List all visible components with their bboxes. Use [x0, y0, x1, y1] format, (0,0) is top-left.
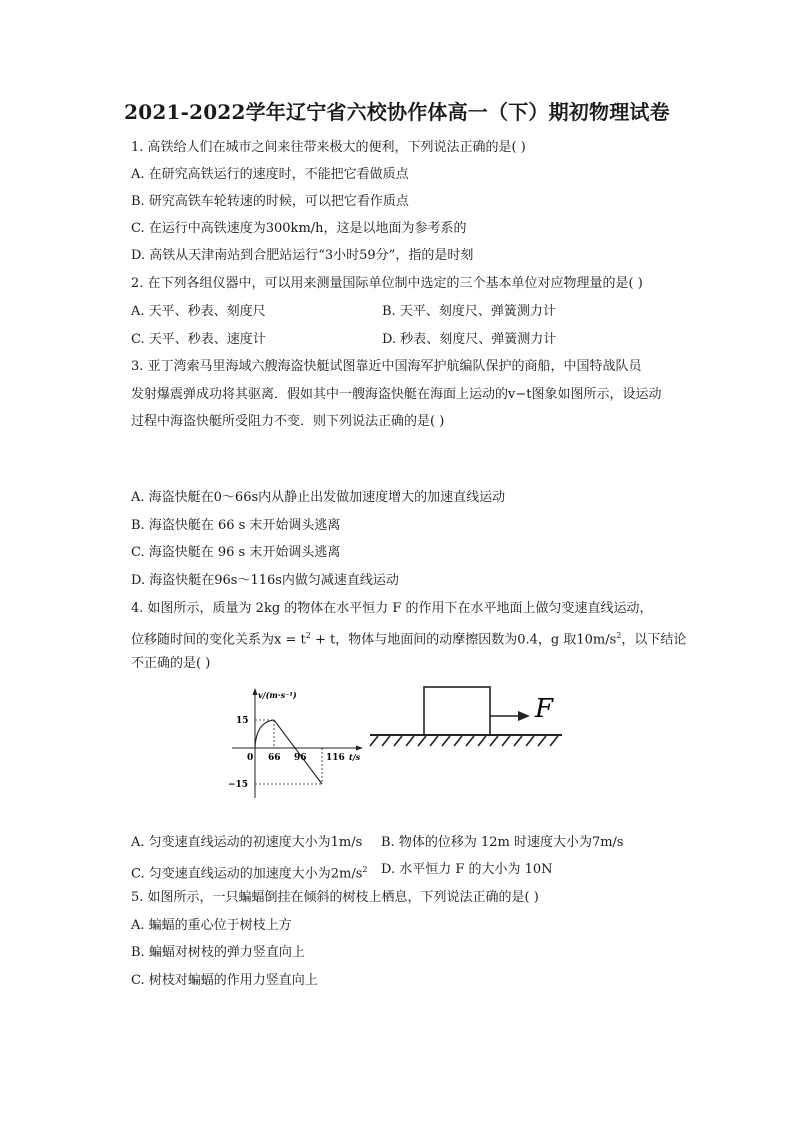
q3-option-b: B. 海盗快艇在 66 s 末开始调头逃离	[131, 518, 341, 533]
vt-graph-line-decel	[274, 720, 322, 784]
q4-line2-exponent: 2	[305, 631, 311, 640]
vt-graph-x-arrow	[356, 746, 363, 751]
q4-option-b: B. 物体的位移为 12m 时速度大小为7m/s	[381, 835, 624, 850]
q2-option-b: B. 天平、刻度尺、弹簧测力计	[382, 304, 556, 319]
q4-line2-part3: ，以下结论	[621, 632, 687, 648]
force-label: F	[535, 694, 554, 724]
vt-graph-tick-15: 15	[236, 716, 249, 726]
page-title: 2021-2022学年辽宁省六校协作体高一（下）期初物理试卷	[124, 100, 670, 124]
q4-stem-line1: 4. 如图所示，质量为 2kg 的物体在水平恒力 F 的作用下在水平地面上做匀变速直线运动，	[131, 601, 653, 616]
q3-stem-line3: 过程中海盗快艇所受阻力不变．则下列说法正确的是( )	[131, 414, 445, 429]
q1-option-d: D. 高铁从天津南站到合肥站运行“3小时59分”，指的是时刻	[131, 248, 474, 263]
q4-line2-part2: + t，物体与地面间的动摩擦因数为0.4，g 取10m/s	[310, 632, 617, 648]
q4-option-d: D. 水平恒力 F 的大小为 10N	[381, 862, 553, 877]
vt-graph-tick-neg15: −15	[228, 780, 249, 790]
vt-graph-y-label: v/(m·s⁻¹)	[258, 690, 297, 700]
q4-line2-exponent2: 2	[616, 631, 622, 640]
q3-option-d: D. 海盗快艇在96s～116s内做匀减速直线运动	[131, 573, 399, 588]
q1-option-a: A. 在研究高铁运行的速度时，不能把它看做质点	[131, 167, 409, 182]
q4-option-a: A. 匀变速直线运动的初速度大小为1m/s	[131, 835, 363, 850]
q3-option-a: A. 海盗快艇在0～66s内从静止出发做加速度增大的加速直线运动	[131, 490, 506, 505]
q3-option-c: C. 海盗快艇在 96 s 末开始调头逃离	[131, 545, 341, 560]
q4-stem-line2	[131, 627, 686, 649]
vt-graph-tick-96: 96	[294, 753, 307, 763]
q3-stem-line2: 发射爆震弹成功将其驱离．假如其中一艘海盗快艇在海面上运动的v−t图象如图所示，设运动	[131, 387, 662, 402]
q2-option-c: C. 天平、秒表、速度计	[131, 332, 266, 347]
vt-graph-y-arrow	[253, 688, 258, 695]
q2-stem: 2. 在下列各组仪器中，可以用来测量国际单位制中选定的三个基本单位对应物理量的是( )	[131, 276, 643, 291]
q4-option-c-text: C. 匀变速直线运动的加速度大小为2m/s	[131, 866, 363, 882]
block-force-figure	[368, 684, 564, 750]
ground-hatching	[370, 736, 558, 746]
vt-graph-tick-66: 66	[268, 753, 281, 763]
q5-option-c: C. 树枝对蝙蝠的作用力竖直向上	[131, 973, 318, 988]
vt-graph-tick-116: 116	[326, 753, 345, 763]
q4-stem-line3: 不正确的是( )	[131, 656, 211, 671]
q1-stem: 1. 高铁给人们在城市之间来往带来极大的便利，下列说法正确的是( )	[131, 140, 526, 155]
q3-stem-line1: 3. 亚丁湾索马里海域六艘海盗快艇试图靠近中国海军护航编队保护的商船，中国特战队员	[131, 359, 642, 374]
vt-graph-curve-accel	[255, 720, 274, 748]
force-arrow-head	[518, 711, 530, 721]
vt-graph-x-label: t/s	[349, 752, 361, 762]
vt-graph	[222, 686, 368, 804]
q4-line2-part1: 位移随时间的变化关系为x = t	[131, 632, 306, 648]
q4-option-c-exponent: 2	[362, 865, 368, 874]
vt-graph-tick-0: 0	[247, 753, 254, 763]
q2-option-a: A. 天平、秒表、刻度尺	[131, 304, 266, 319]
q1-option-c: C. 在运行中高铁速度为300km/h，这是以地面为参考系的	[131, 221, 467, 236]
q5-option-a: A. 蝙蝠的重心位于树枝上方	[131, 918, 292, 933]
q5-option-b: B. 蝙蝠对树枝的弹力竖直向上	[131, 945, 305, 960]
q4-option-c	[131, 861, 368, 883]
block	[424, 687, 490, 735]
q5-stem: 5. 如图所示，一只蝙蝠倒挂在倾斜的树枝上栖息，下列说法正确的是( )	[131, 890, 539, 905]
q1-option-b: B. 研究高铁车轮转速的时候，可以把它看作质点	[131, 194, 409, 209]
q2-option-d: D. 秒表、刻度尺、弹簧测力计	[382, 332, 557, 347]
